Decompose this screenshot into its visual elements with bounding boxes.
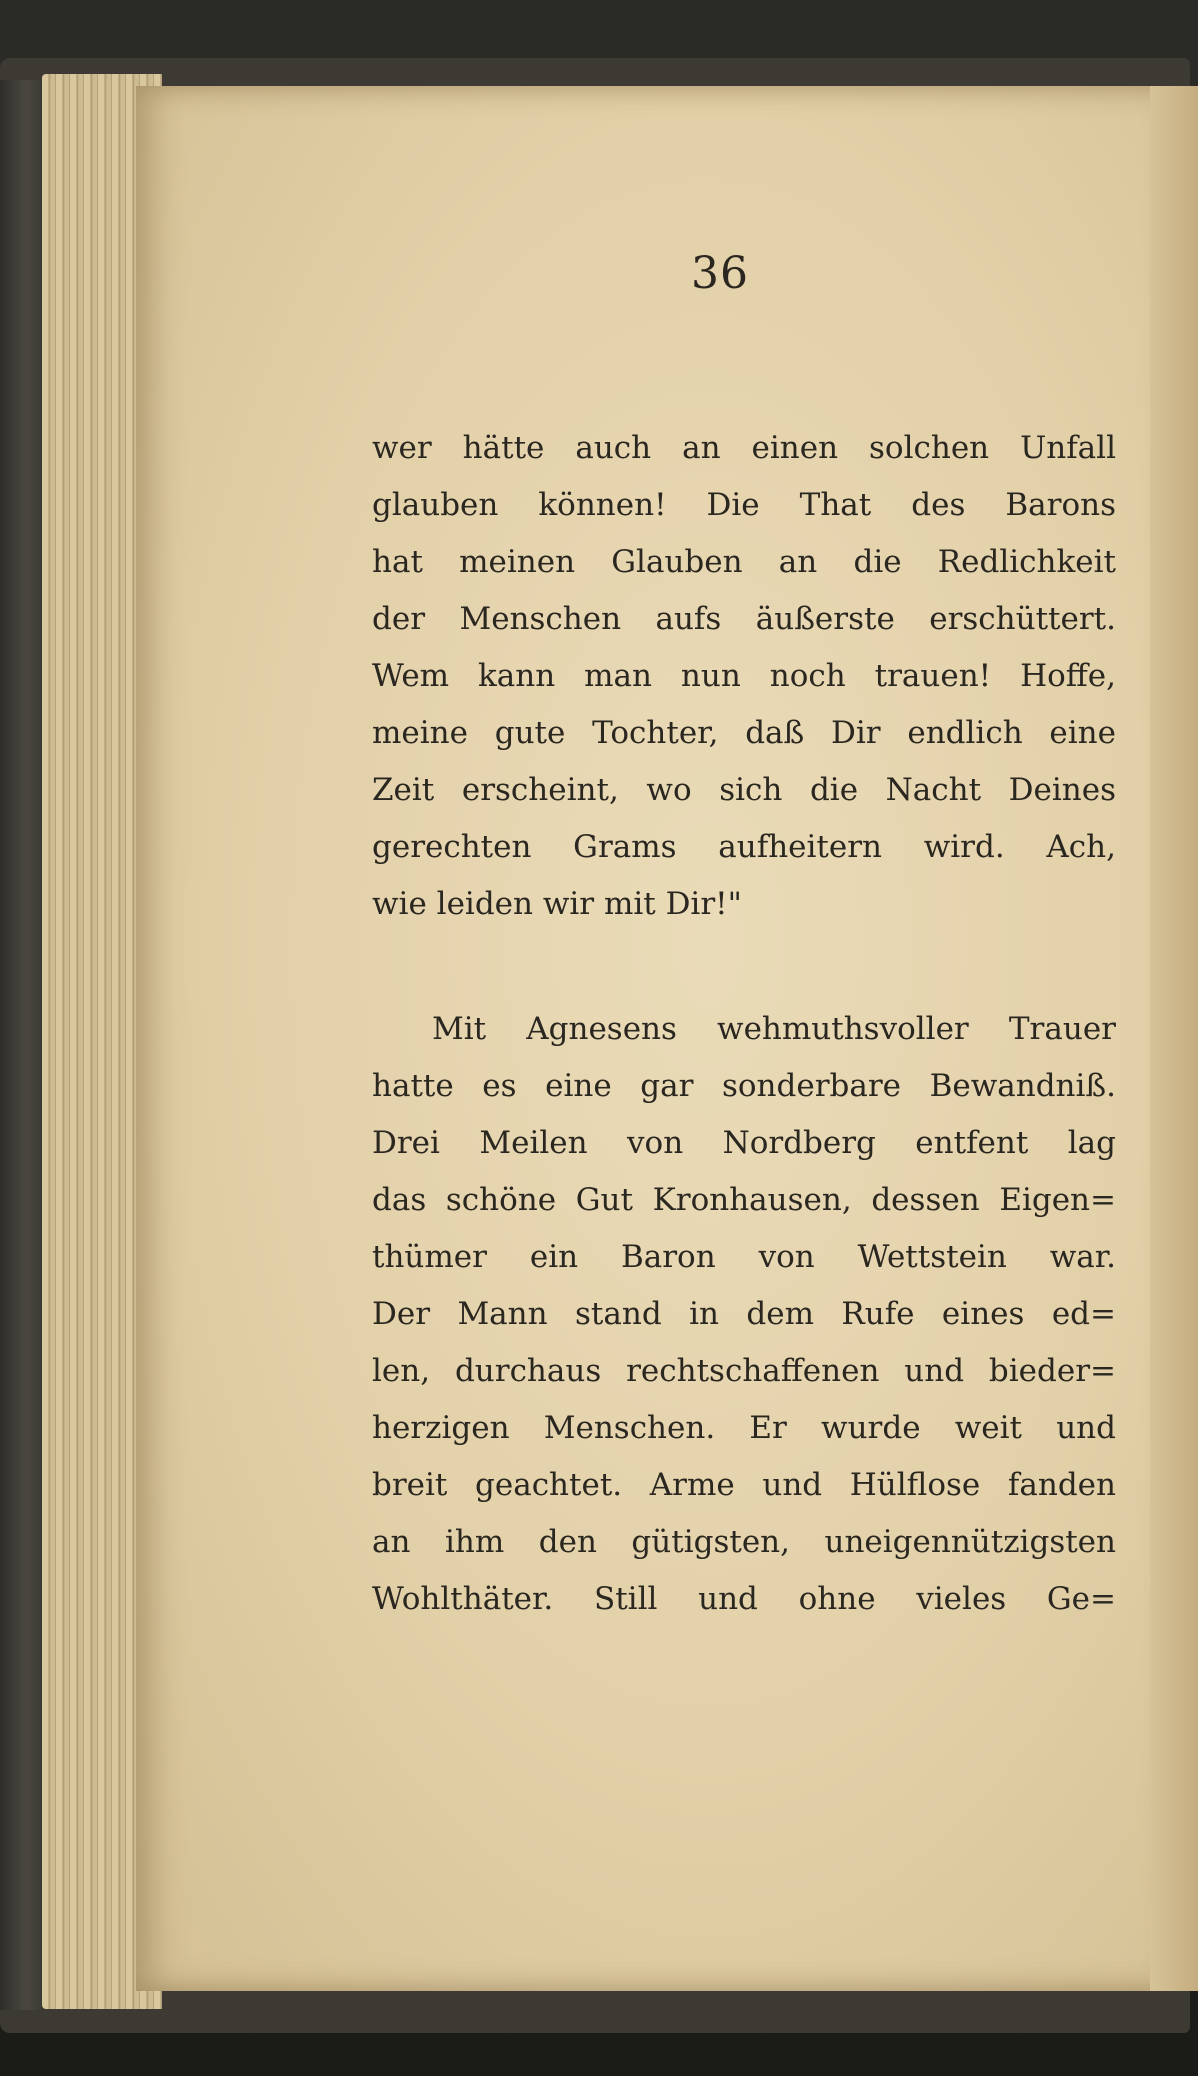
text-line: thümer ein Baron von Wettstein war. <box>372 1239 1116 1275</box>
text-line: len, durchaus rechtschaffenen und bieder= <box>372 1353 1116 1389</box>
text-line: Wohlthäter. Still und ohne vieles Ge= <box>372 1581 1116 1617</box>
text-line: das schöne Gut Kronhausen, dessen Eigen= <box>372 1182 1116 1218</box>
text-line: meine gute Tochter, daß Dir endlich eine <box>372 715 1116 751</box>
page-number: 36 <box>691 248 749 299</box>
page-right-edge <box>1150 86 1198 1991</box>
text-line: hatte es eine gar sonderbare Bewandniß. <box>372 1068 1116 1104</box>
text-line: gerechten Grams aufheitern wird. Ach, <box>372 829 1116 865</box>
text-line: Zeit erscheint, wo sich die Nacht Deines <box>372 772 1116 808</box>
text-line: Wem kann man nun noch trauen! Hoffe, <box>372 658 1116 694</box>
text-line: an ihm den gütigsten, uneigennützigsten <box>372 1524 1116 1560</box>
text-line: Der Mann stand in dem Rufe eines ed= <box>372 1296 1116 1332</box>
book-spine <box>0 80 44 2010</box>
text-line: Mit Agnesens wehmuthsvoller Trauer <box>432 1011 1116 1047</box>
page-text <box>372 420 1116 1628</box>
text-line: hat meinen Glauben an die Redlichkeit <box>372 544 1116 580</box>
paragraph-2 <box>372 1001 1116 1628</box>
text-line: Drei Meilen von Nordberg entfent lag <box>372 1125 1116 1161</box>
text-line: wer hätte auch an einen solchen Unfall <box>372 430 1116 466</box>
text-line: breit geachtet. Arme und Hülflose fanden <box>372 1467 1116 1503</box>
paragraph-1 <box>372 420 1116 933</box>
text-line: herzigen Menschen. Er wurde weit und <box>372 1410 1116 1446</box>
text-line: der Menschen aufs äußerste erschüttert. <box>372 601 1116 637</box>
paragraph-gap <box>372 933 1116 1001</box>
text-line: glauben können! Die That des Barons <box>372 487 1116 523</box>
text-line: wie leiden wir mit Dir!" <box>372 886 742 922</box>
